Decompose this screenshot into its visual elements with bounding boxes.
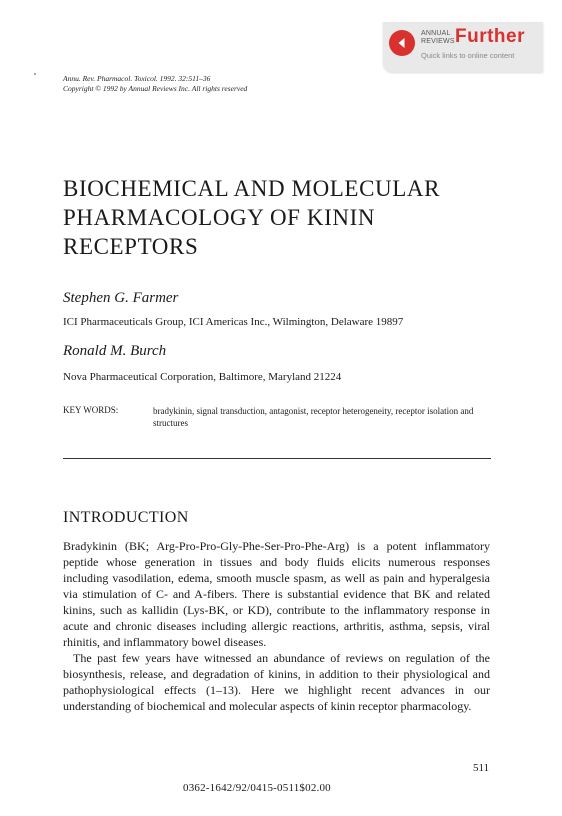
- paragraph-1: Bradykinin (BK; Arg-Pro-Pro-Gly-Phe-Ser-Pro-Phe-Arg) is a potent inflammatory peptide whose generation in tissues and body fluids elicits numerous responses including vasodilation, edema, smooth muscle spasm, as well as pain and hyperalgesia via stimulation of C- and A-fibers. There is substantial evidence that BK and related kinins, such as kallidin (Lys-BK, or KD), contribute to the inflammatory response in acute and chronic diseases including allergic reactions, arthritis, asthma, sepsis, viral rhinitis, and inflammatory bowel diseases.: [63, 539, 490, 649]
- section-heading: INTRODUCTION: [63, 509, 189, 526]
- introduction-body: [63, 538, 490, 714]
- title-line-2: PHARMACOLOGY OF KININ: [63, 205, 376, 230]
- banner-org-line1: ANNUAL: [421, 30, 451, 37]
- page-number: 511: [473, 762, 490, 774]
- banner-org-name: [421, 30, 455, 46]
- author-affiliation-2: Nova Pharmaceutical Corporation, Baltimore, Maryland 21224: [63, 371, 342, 383]
- article-title: [63, 174, 503, 261]
- author-name-1: Stephen G. Farmer: [63, 290, 179, 306]
- title-line-3: RECEPTORS: [63, 234, 199, 259]
- banner-org-line2: REVIEWS: [421, 38, 455, 45]
- section-divider: [63, 458, 491, 459]
- annual-reviews-further-banner[interactable]: [383, 22, 543, 72]
- banner-tagline[interactable]: Quick links to online content: [421, 51, 515, 60]
- banner-brand[interactable]: Further: [455, 26, 525, 47]
- citation-line-1: Annu. Rev. Pharmacol. Toxicol. 1992. 32:511–36: [63, 74, 211, 83]
- arrow-left-icon[interactable]: [389, 30, 415, 56]
- citation-line-2: Copyright © 1992 by Annual Reviews Inc. All rights reserved: [63, 84, 248, 93]
- page-speck: [34, 73, 36, 75]
- author-affiliation-1: ICI Pharmaceuticals Group, ICI Americas Inc., Wilmington, Delaware 19897: [63, 316, 404, 328]
- author-name-2: Ronald M. Burch: [63, 343, 167, 359]
- footer-price-code: 0362-1642/92/0415-0511$02.00: [183, 782, 331, 794]
- keywords-text: bradykinin, signal transduction, antagonist, receptor heterogeneity, receptor isolation and structures: [153, 406, 474, 428]
- title-line-1: BIOCHEMICAL AND MOLECULAR: [63, 176, 441, 201]
- paragraph-2: The past few years have witnessed an abundance of reviews on regulation of the biosynthesis, release, and degradation of kinins, in addition to their physiological and pathophysiological effects (1–13). Here we highlight recent advances in our understanding of biochemical and molecular aspects of kinin receptor pharmacology.: [63, 651, 490, 713]
- keywords-label: KEY WORDS:: [63, 405, 119, 415]
- journal-citation: [63, 74, 247, 94]
